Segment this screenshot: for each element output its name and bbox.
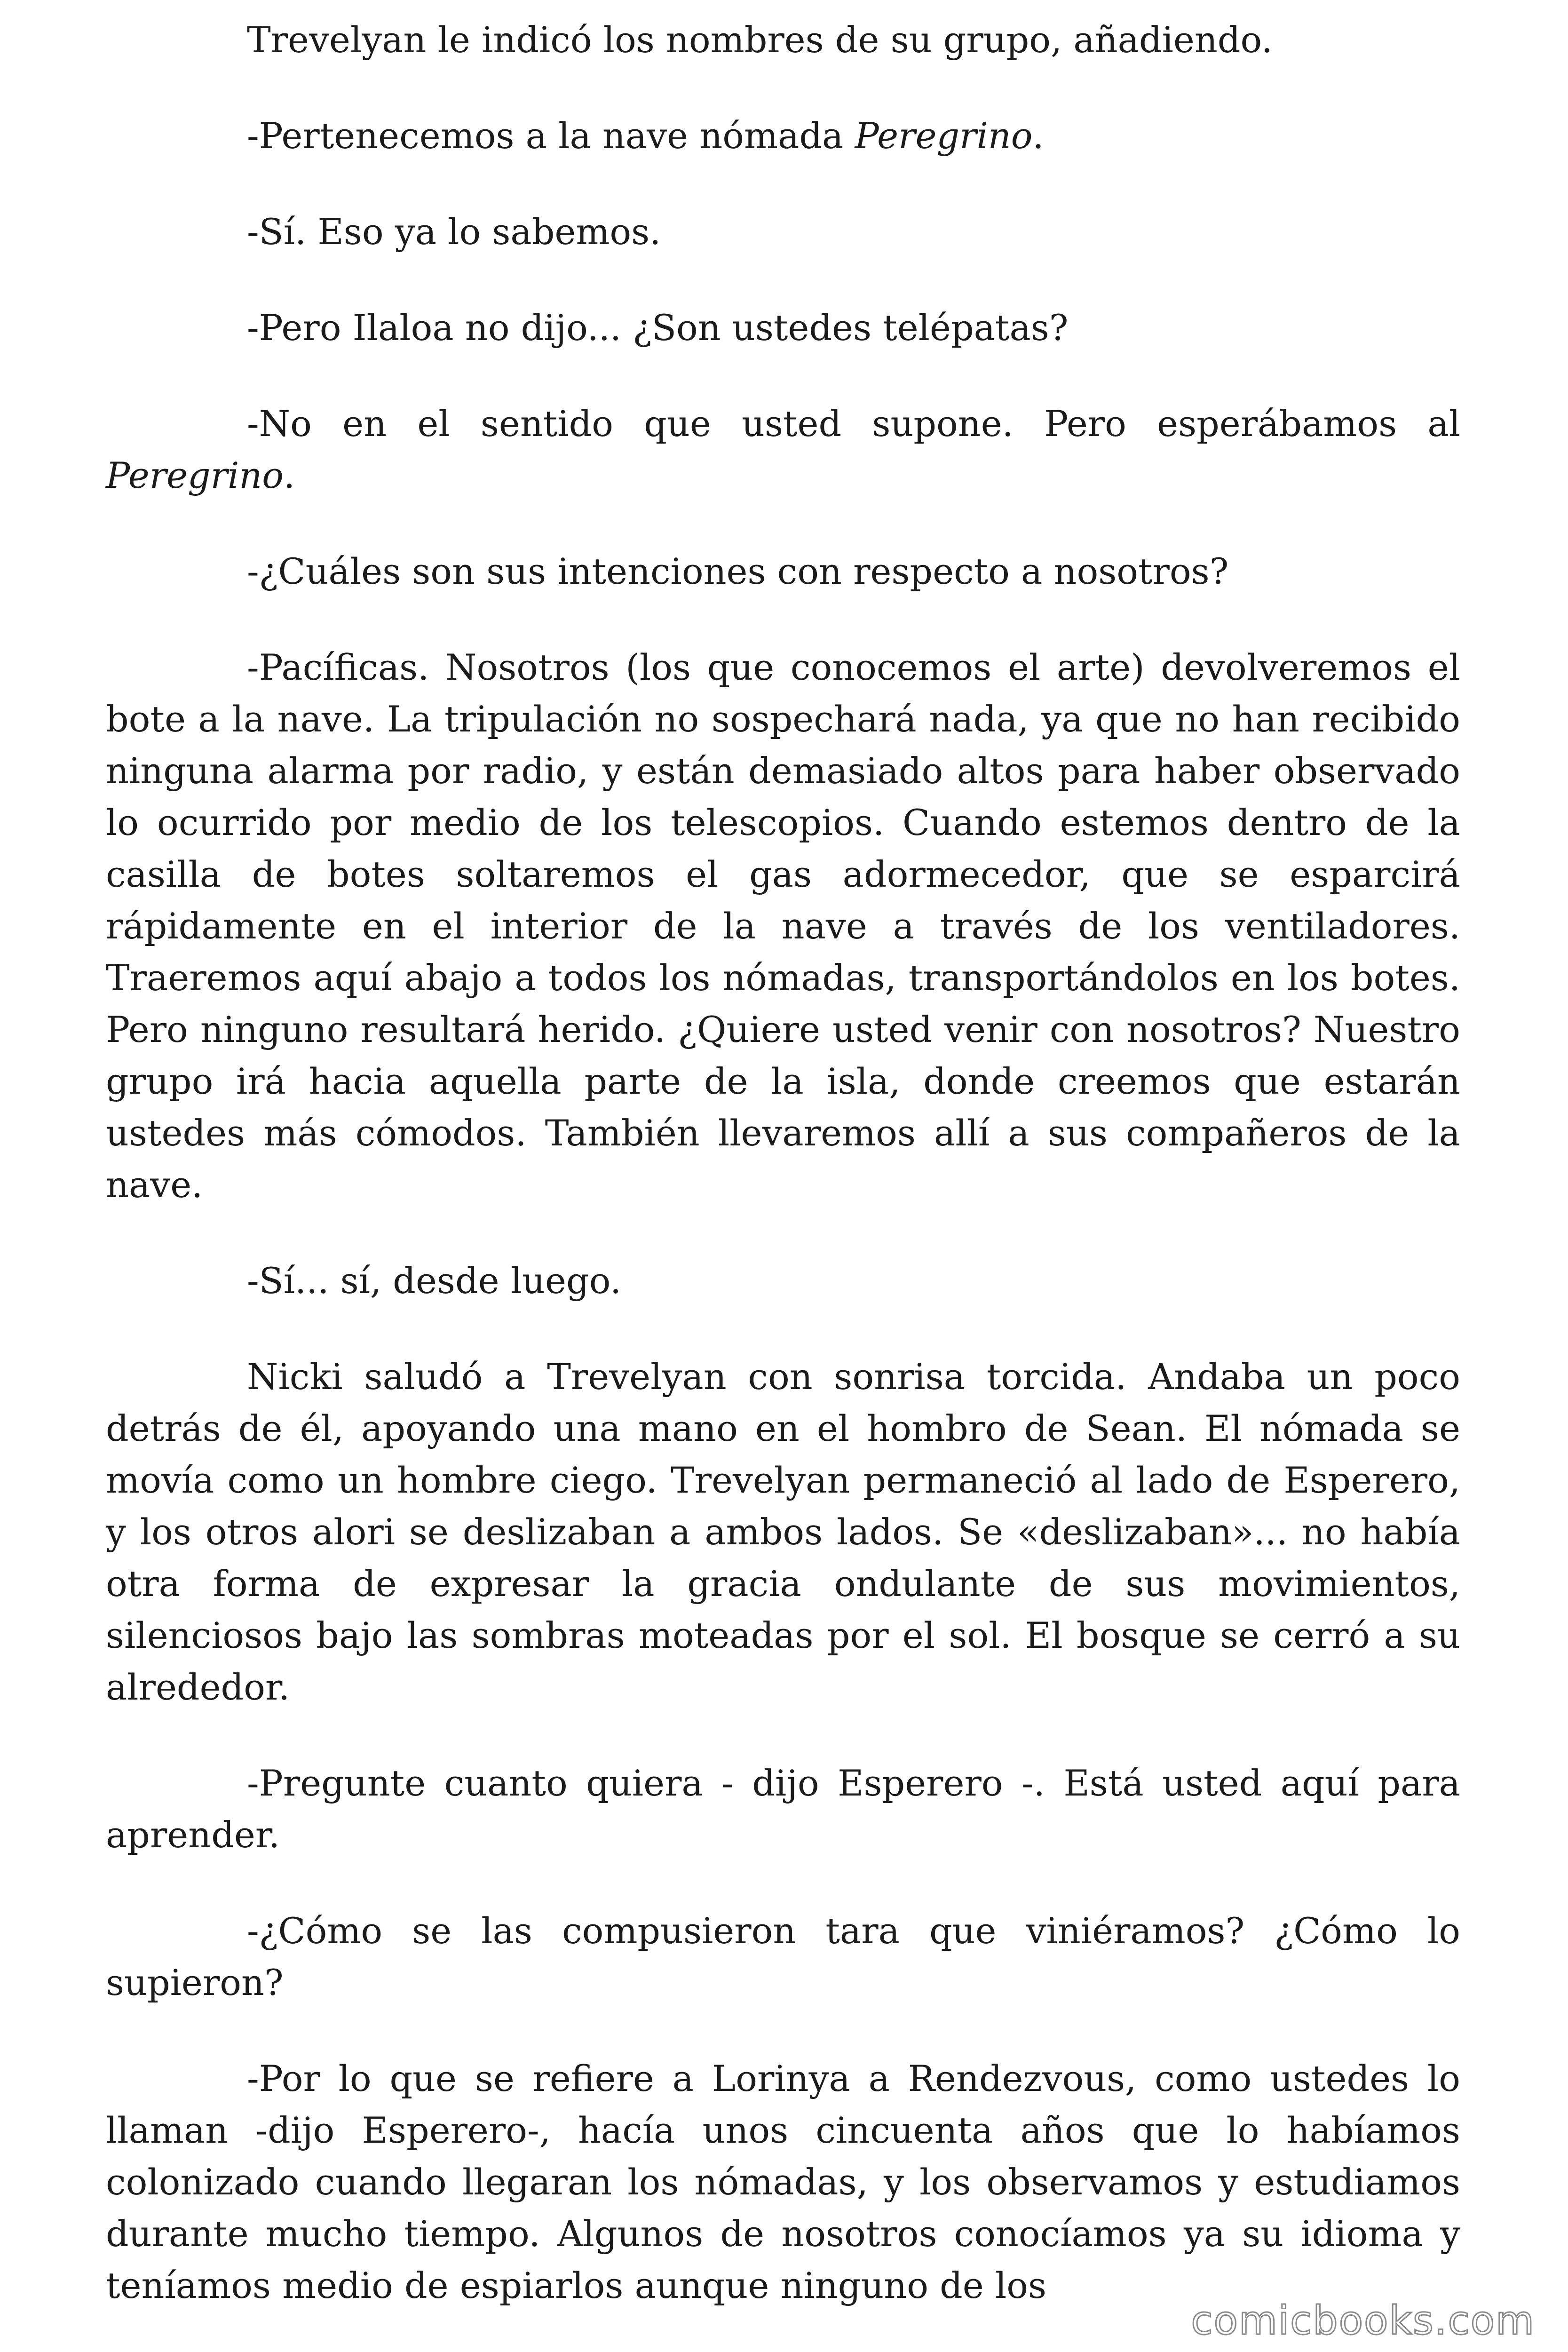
paragraph-10: -Pregunte cuanto quiera - dijo Esperero -. Está usted aquí para aprender. <box>106 1762 1460 1856</box>
paragraph-11: -¿Cómo se las compusieron tara que viniéramos? ¿Cómo lo supieron? <box>106 1910 1460 2003</box>
document-page <box>106 14 1460 2312</box>
paragraph-6: -¿Cuáles son sus intenciones con respecto a nosotros? <box>247 550 1229 592</box>
paragraph-9: Nicki saludó a Trevelyan con sonrisa torcida. Andaba un poco detrás de él, apoyando una mano en el hombro de Sean. El nómada se movía como un hombre ciego. Trevelyan permaneció al lado de Esperero, y los otros alori se deslizaban a ambos lados. Se «deslizaban»... no había otra forma de expresar la gracia ondulante de sus movimientos, silenciosos bajo las sombras moteadas por el sol. El bosque se cerró a su alrededor. <box>106 1356 1460 1708</box>
paragraph-5: -No en el sentido que usted supone. Pero esperábamos al Peregrino. <box>106 403 1460 496</box>
ship-name-italic: Peregrino <box>106 454 284 496</box>
paragraph-12: -Por lo que se refiere a Lorinya a Rendezvous, como ustedes lo llaman -dijo Esperero-, hacía unos cincuenta años que lo habíamos colonizado cuando llegaran los nómadas, y los observamos y estudiamos durante mucho tiempo. Algunos de nosotros conocíamos ya su idioma y teníamos medio de espiarlos aunque ninguno de los <box>106 2058 1460 2306</box>
paragraph-3: -Sí. Eso ya lo sabemos. <box>247 211 661 253</box>
paragraph-8: -Sí... sí, desde luego. <box>247 1260 622 1302</box>
paragraph-1: Trevelyan le indicó los nombres de su grupo, añadiendo. <box>247 19 1273 61</box>
paragraph-2: -Pertenecemos a la nave nómada Peregrino. <box>247 115 1044 157</box>
paragraph-4: -Pero Ilaloa no dijo... ¿Son ustedes telépatas? <box>247 307 1069 349</box>
paragraph-7: -Pacíficas. Nosotros (los que conocemos el arte) devolveremos el bote a la nave. La tripulación no sospechará nada, ya que no han recibido ninguna alarma por radio, y están demasiado altos para haber observado lo ocurrido por medio de los telescopios. Cuando estemos dentro de la casilla de botes soltaremos el gas adormecedor, que se esparcirá rápidamente en el interior de la nave a través de los ventiladores. Traeremos aquí abajo a todos los nómadas, transportándolos en los botes. Pero ninguno resultará herido. ¿Quiere usted venir con nosotros? Nuestro grupo irá hacia aquella parte de la isla, donde creemos que estarán ustedes más cómodos. También llevaremos allí a sus compañeros de la nave. <box>106 646 1460 1206</box>
ship-name-italic: Peregrino <box>855 115 1033 157</box>
watermark-logo: comicbooks.com <box>1191 2297 1535 2344</box>
